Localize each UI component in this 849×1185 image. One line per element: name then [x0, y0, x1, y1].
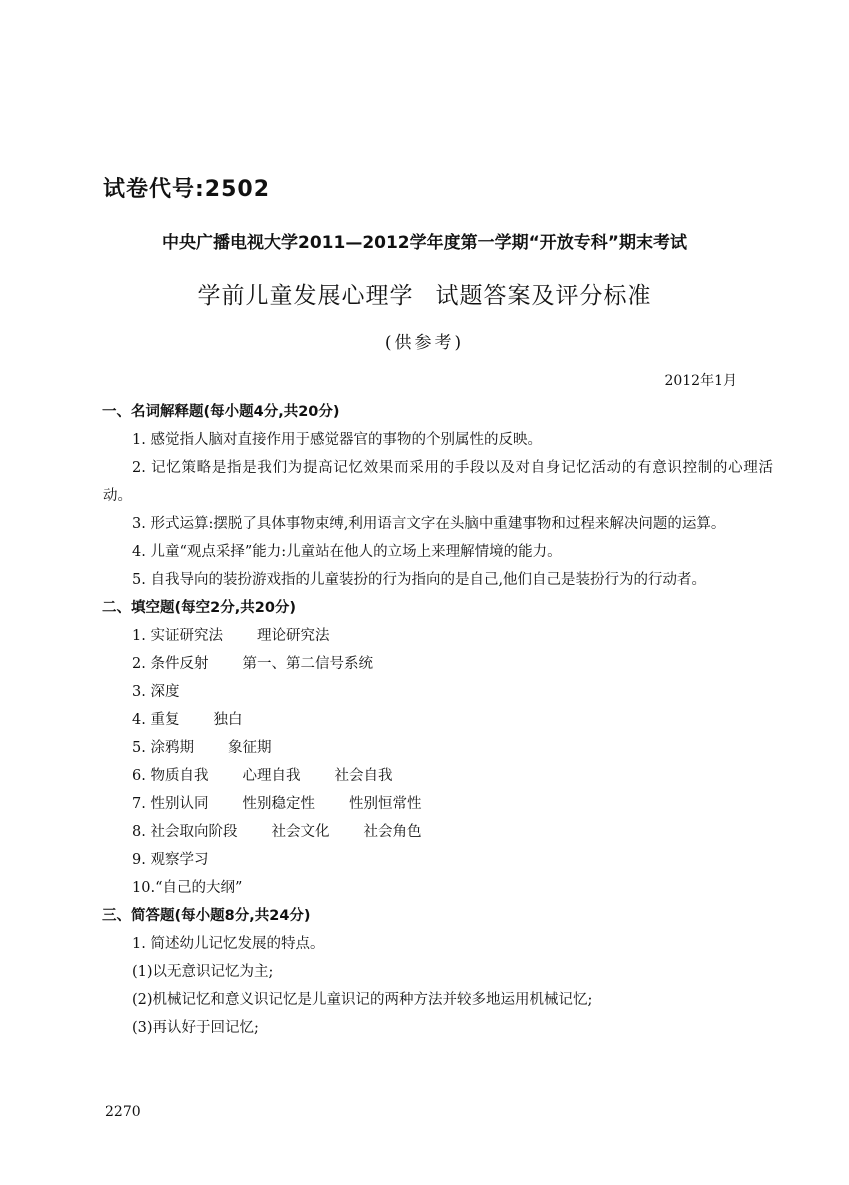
blank-number: 6. [132, 768, 146, 784]
definition-item: 2. 记忆策略是指是我们为提高记忆效果而采用的手段以及对自身记忆活动的有意识控制的心理活动。 [103, 460, 773, 504]
blank-answer: 社会文化 [271, 824, 330, 840]
answer-point: (2)机械记忆和意义识记忆是儿童识记的两种方法并较多地运用机械记忆; [132, 992, 593, 1008]
fill-blank-row [103, 650, 773, 678]
blank-answer: 独白 [213, 712, 243, 728]
section-heading-definitions: 一、名词解释题(每小题4分,共20分) [102, 404, 340, 420]
definition-item: 4. 儿童“观点采择”能力:儿童站在他人的立场上来理解情境的能力。 [132, 544, 562, 560]
blank-answer: 第一、第二信号系统 [242, 656, 373, 672]
blank-number: 7. [132, 796, 146, 812]
fill-blank-row [103, 818, 773, 846]
section-heading-short-answer: 三、简答题(每小题8分,共24分) [102, 908, 311, 924]
blank-answer: 象征期 [227, 740, 272, 756]
fill-blank-row [103, 762, 773, 790]
blank-number: 1. [132, 628, 146, 644]
fill-blank-row [103, 734, 773, 762]
blank-answer: 深度 [150, 684, 180, 700]
blank-answer: 社会取向阶段 [150, 824, 238, 840]
reference-note: (供参考) [384, 333, 465, 353]
blank-number: 4. [132, 712, 146, 728]
answer-point: (1)以无意识记忆为主; [132, 964, 274, 980]
fill-blank-row [103, 622, 773, 650]
blank-answer: 条件反射 [150, 656, 209, 672]
blank-answer: 理论研究法 [256, 628, 330, 644]
exam-date: 2012年1月 [664, 373, 737, 389]
blank-answer: 物质自我 [150, 768, 209, 784]
blank-answer: 性别认同 [150, 796, 209, 812]
answer-key-title: 试题答案及评分标准 [435, 283, 652, 309]
blank-answer: 涂鸦期 [150, 740, 194, 756]
blank-answer: 社会角色 [363, 824, 422, 840]
section-heading-fill-blank: 二、填空题(每空2分,共20分) [102, 600, 297, 616]
blank-answer: 性别恒常性 [348, 796, 422, 812]
fill-blank-row [103, 790, 773, 818]
fill-blank-row [103, 678, 773, 706]
answer-body [103, 398, 773, 1042]
blank-answer: 性别稳定性 [242, 796, 315, 812]
page-number: 2270 [105, 1104, 141, 1120]
blank-answer: 实证研究法 [150, 628, 223, 644]
blank-answer: 心理自我 [242, 768, 301, 784]
subject-name: 学前儿童发展心理学 [197, 283, 414, 309]
blank-answer: “自己的大纲” [155, 880, 243, 896]
fill-blank-row [103, 706, 773, 734]
blank-number: 8. [132, 824, 146, 840]
answer-point: (3)再认好于回记忆; [132, 1020, 259, 1036]
blank-number: 9. [132, 852, 146, 868]
exam-code: 试卷代号:2502 [103, 177, 271, 202]
blank-answer: 观察学习 [150, 852, 209, 868]
blank-number: 10. [132, 880, 156, 896]
blank-answer: 重复 [150, 712, 180, 728]
blank-answer: 社会自我 [334, 768, 393, 784]
fill-blank-row [103, 874, 773, 902]
definition-item: 3. 形式运算:摆脱了具体事物束缚,利用语言文字在头脑中重建事物和过程来解决问题的运算。 [132, 516, 726, 532]
subject-title [0, 277, 849, 310]
fill-blank-row [103, 846, 773, 874]
definition-item: 5. 自我导向的装扮游戏指的儿童装扮的行为指向的是自己,他们自己是装扮行为的行动者。 [132, 572, 707, 588]
definition-item: 1. 感觉指人脑对直接作用于感觉器官的事物的个别属性的反映。 [132, 432, 542, 448]
blank-number: 3. [132, 684, 146, 700]
blank-number: 2. [132, 656, 146, 672]
blank-number: 5. [132, 740, 146, 756]
exam-title: 中央广播电视大学2011—2012学年度第一学期“开放专科”期末考试 [162, 233, 687, 253]
short-answer-question: 1. 简述幼儿记忆发展的特点。 [132, 936, 325, 952]
